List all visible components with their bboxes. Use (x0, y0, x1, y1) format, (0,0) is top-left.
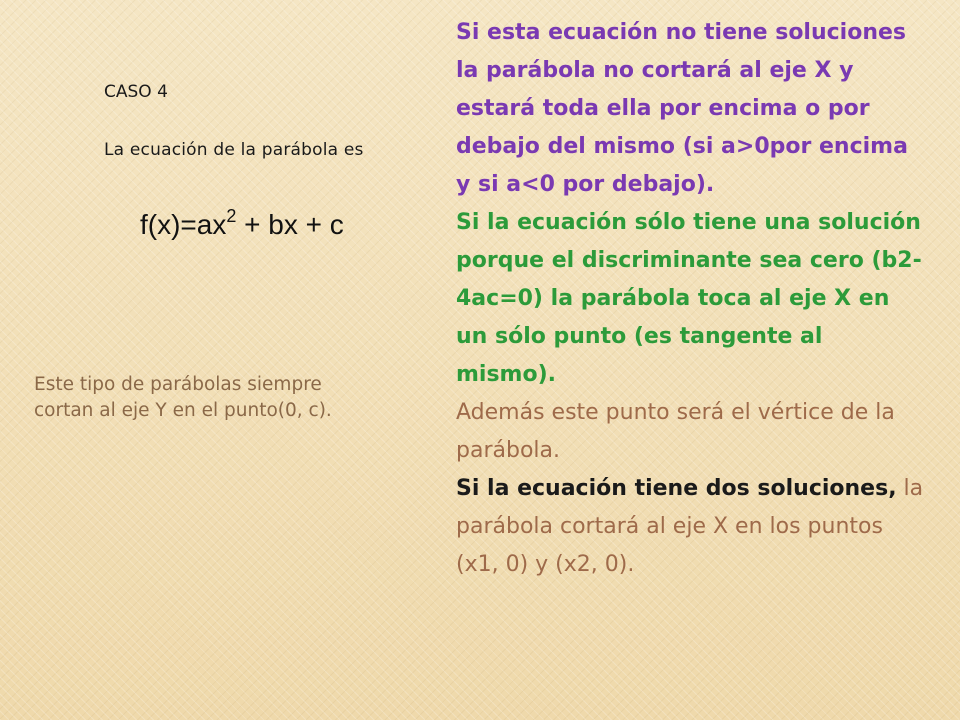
two-solutions-lead: Si la ecuación tiene dos soluciones, (456, 476, 897, 501)
vertex-paragraph: Además este punto será el vértice de la parábola. (456, 400, 895, 463)
y-axis-note: Este tipo de parábolas siempre cortan al eje Y en el punto(0, c). (34, 374, 332, 421)
explanation-block (456, 14, 926, 584)
formula-base: f(x)=ax (140, 209, 227, 240)
formula-exponent: 2 (226, 206, 237, 226)
case-label: CASO 4 (104, 82, 168, 102)
two-solutions-paragraph (456, 470, 926, 584)
intro-text: La ecuación de la parábola es (104, 140, 364, 160)
formula-rest: + bx + c (236, 209, 344, 240)
one-solution-paragraph: Si la ecuación sólo tiene una solución porque el discriminante sea cero (b2-4ac=0) la parábola toca al eje X en un sólo punto (es tangente al mismo). (456, 210, 922, 387)
two-solutions-rest: la parábola cortará al eje X en los puntos (x1, 0) y (x2, 0). (456, 476, 924, 577)
formula (140, 206, 344, 241)
no-solution-paragraph: Si esta ecuación no tiene soluciones la parábola no cortará al eje X y estará toda ella por encima o por debajo del mismo (si a>0por encima y si a<0 por debajo). (456, 20, 908, 197)
